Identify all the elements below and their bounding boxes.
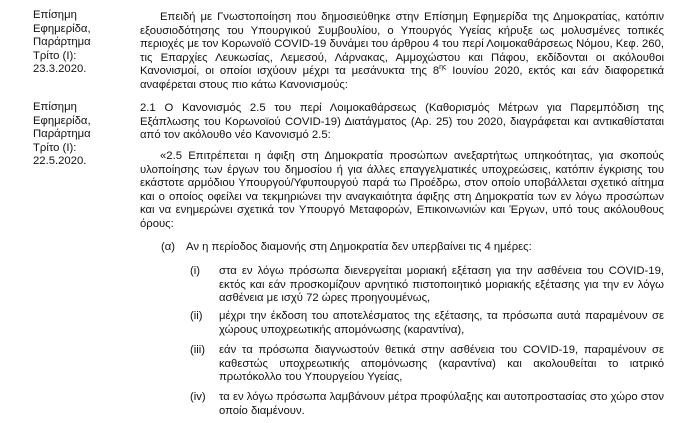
- sub-item-text: τα εν λόγω πρόσωπα λαμβάνουν μέτρα προφύλαξης και αυτοπροστασίας στο χώρο στον οποίο διαμένουν.: [219, 391, 665, 417]
- sub-item-label: (i): [190, 265, 201, 277]
- side-note-line: Παράρτημα: [33, 36, 91, 48]
- item-a-label: (α): [161, 241, 176, 253]
- side-note-line: Εφημερίδα,: [33, 114, 91, 127]
- section-2-1: 2.1 Ο Κανονισμός 2.5 του περί Λοιμοκαθάρσεως (Καθορισμός Μέτρων για Παρεμπόδιση της Εξάπλωσης του Κορωνοϊού COVID-19) Διατάγματος (Αρ. 25) του 2020, διαγράφεται και αντικαθίσταται από τον ακόλουθο νέο Κανονισμό 2.5:: [140, 102, 664, 141]
- intro-paragraph: [140, 11, 664, 92]
- side-note-line: Τρίτο (Ι):: [33, 49, 77, 62]
- side-note-line: Παράρτημα: [33, 128, 91, 140]
- item-a-text: Αν η περίοδος διαμονής στη Δημοκρατία δεν υπερβαίνει τις 4 ημέρες:: [186, 241, 532, 253]
- sub-item-label: (iv): [190, 391, 206, 403]
- intro-text-end: Ιουνίου 2020, εκτός και εάν διαφορετικά αναφέρεται στους πιο κάτω Κανονισμούς:: [140, 65, 665, 91]
- sub-item-text: μέχρι την έκδοση του αποτελέσματος της εξέτασης, τα πρόσωπα αυτά παραμένουν σε χώρους υποχρεωτικής απομόνωσης (καραντίνα),: [219, 310, 664, 336]
- side-note-date: 23.3.2020.: [33, 63, 87, 75]
- intro-text: Επειδή με Γνωστοποίηση που δημοσιεύθηκε στην Επίσημη Εφημερίδα της Δημοκρατίας, κατόπιν εξουσιοδότησης του Υπουργικού Συμβουλίου, ο Υπουργός Υγείας κήρυξε ως μολυσμένες τοπικές περιοχές με τον Κορωνοϊό COVID-19 δυνάμει του άρθρου 4 του περί Λοιμοκαθάρσεως Νόμου, Κεφ. 260, τις Επαρχίες Λευκωσίας, Λεμεσού, Λάρνακας, Αμμοχώστου και Πάφου, εκδίδονται οι ακόλουθοι Κανονισμοί, οι οποίοι ισχύουν μέχρι τα μεσάνυκτα της 8: [140, 11, 664, 77]
- sub-item-text: στα εν λόγω πρόσωπα διενεργείται μοριακή εξέταση για την ασθένεια του COVID-19, εκτός και εάν προσκομίζουν αρνητικό πιστοποιητικό μοριακής εξέτασης για την εν λόγω ασθένεια με ισχύ 72 ώρες προηγουμένως,: [219, 265, 664, 304]
- side-note-gazette-22-5-2020: [33, 101, 113, 169]
- side-note-gazette-23-3-2020: [33, 9, 113, 77]
- sub-item-label: (ii): [190, 310, 203, 322]
- side-note-line: Επίσημη: [33, 101, 77, 113]
- side-note-line: Εφημερίδα,: [33, 22, 91, 35]
- side-note-date: 22.5.2020.: [33, 155, 87, 167]
- sub-item-label: (iii): [190, 344, 206, 356]
- ordinal-suffix: ης: [439, 64, 447, 71]
- sub-item-text: εάν τα πρόσωπα διαγνωστούν θετικά στην ασθένεια του COVID-19, παραμένουν σε καθεστώς υποχρεωτικής απομόνωσης (καραντίνα) και ακολουθείται το ιατρικό πρωτόκολλο του Υπουργείου Υγείας,: [219, 344, 664, 383]
- side-note-line: Τρίτο (Ι):: [33, 141, 77, 154]
- side-note-line: Επίσημη: [33, 9, 77, 21]
- regulation-2-5: «2.5 Επιτρέπεται η άφιξη στη Δημοκρατία προσώπων ανεξαρτήτως υπηκοότητας, για σκοπούς υλοποίησης των έργων του δημοσίου ή για άλλες επαγγελματικές υποχρεώσεις, κατόπιν έγκρισης του εκάστοτε αρμόδιου Υπουργού/Υφυπουργού παρά τω Προέδρω, στον οποίο υποβάλλεται σχετικό αίτημα και ο οποίος οφείλει να τεκμηριώνει την αναγκαιότητα άφιξης στη Δημοκρατία των εν λόγω προσώπων και να ενημερώνει σχετικά τον Υπουργό Μεταφορών, Επικοινωνιών και Έργων, υπό τους ακόλουθους όρους:: [140, 150, 664, 230]
